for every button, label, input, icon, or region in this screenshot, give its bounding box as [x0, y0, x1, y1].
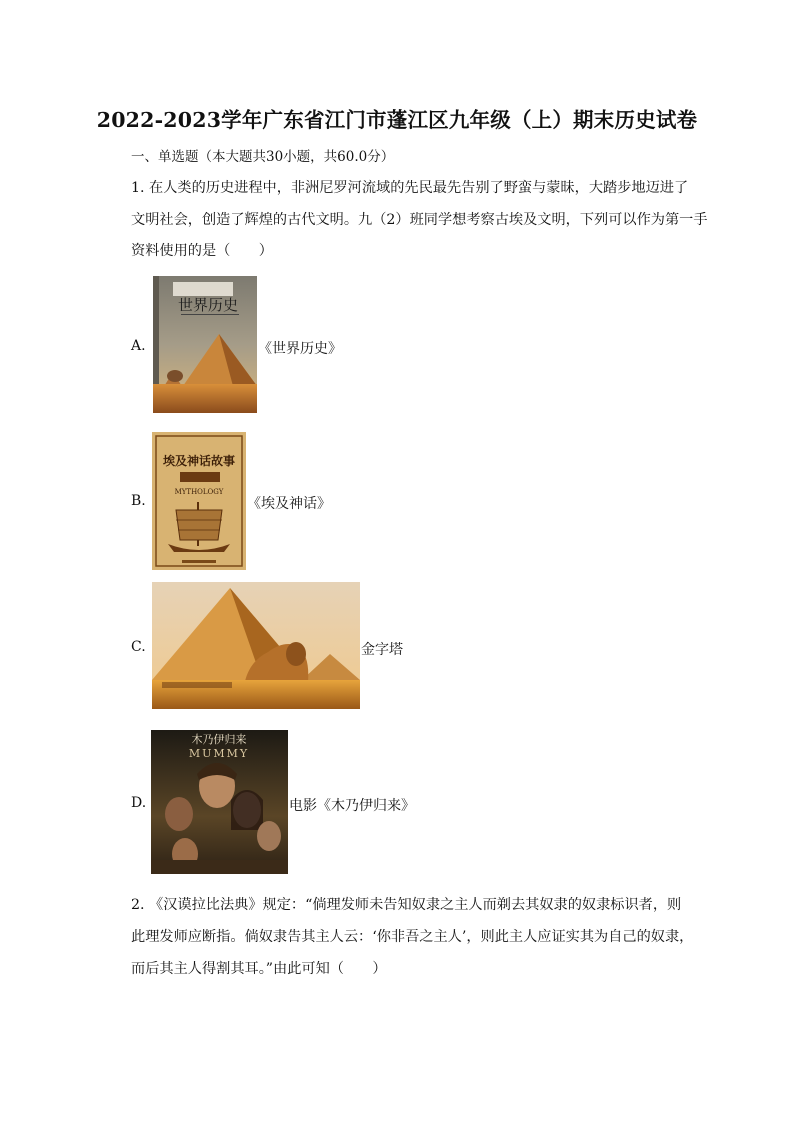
option-b-label: B. [131, 493, 146, 509]
option-d-label: D. [131, 795, 147, 811]
option-b-caption: 《埃及神话》 [247, 496, 331, 512]
page-title: 2022-2023学年广东省江门市蓬江区九年级（上）期末历史试卷 [96, 108, 698, 132]
option-c-pyramid-image [152, 582, 360, 709]
option-b-mythology-book-image [152, 432, 246, 570]
option-b-image-subtitle: MYTHOLOGY [174, 488, 224, 496]
question-2-line-1: 2. 《汉谟拉比法典》规定：“倘理发师未告知奴隶之主人而剃去其奴隶的奴隶标识者，则 [131, 897, 682, 913]
option-a-caption: 《世界历史》 [258, 341, 342, 357]
option-a-textbook-image [153, 276, 257, 413]
option-d-image-subtitle: MUMMY [188, 747, 250, 760]
option-d-caption: 电影《木乃伊归来》 [289, 798, 415, 814]
option-d-image-title: 木乃伊归来 [191, 733, 247, 746]
section-heading: 一、单选题（本大题共30小题，共60.0分） [131, 149, 395, 165]
question-1-line-2: 文明社会，创造了辉煌的古代文明。九（2）班同学想考察古埃及文明，下列可以作为第一手 [131, 212, 708, 228]
option-a-label: A. [131, 338, 146, 354]
option-d-movie-poster-image [151, 730, 288, 874]
question-2-line-2: 此理发师应断指。倘奴隶告其主人云：‘你非吾之主人’，则此主人应证实其为自己的奴隶， [131, 929, 694, 945]
question-1-line-1: 1. 在人类的历史进程中，非洲尼罗河流域的先民最先告别了野蛮与蒙昧，大踏步地迈进了 [131, 180, 689, 196]
option-c-label: C. [131, 639, 146, 655]
question-2-line-3: 而后其主人得割其耳。”由此可知（ ） [131, 961, 387, 977]
question-1-line-3: 资料使用的是（ ） [131, 243, 273, 259]
option-b-image-title: 埃及神话故事 [162, 454, 236, 468]
option-c-caption: 金字塔 [361, 642, 403, 658]
option-a-image-title: 世界历史 [177, 296, 239, 314]
